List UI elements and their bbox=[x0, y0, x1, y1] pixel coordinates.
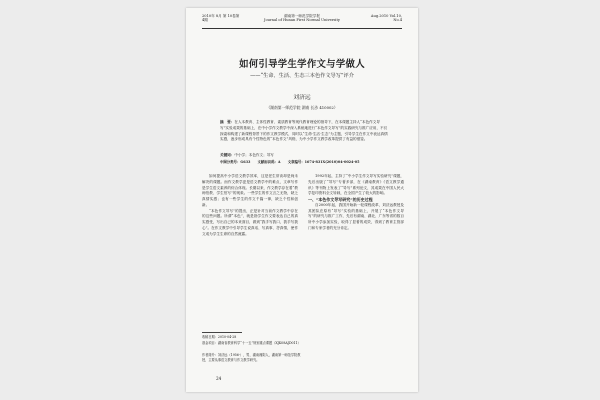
footnote-fund: 基金项目：湖南省教育科学“十一五”规划重点课题（XJK08AJD011） bbox=[202, 341, 301, 345]
article-title: 如何引导学生学作文与学做人 bbox=[239, 59, 365, 70]
keywords-label: 关键词： bbox=[220, 153, 235, 157]
page-number: 24 bbox=[216, 376, 222, 381]
header-rule bbox=[202, 28, 402, 29]
classification-line bbox=[220, 159, 388, 164]
footnote-rule bbox=[202, 332, 242, 333]
document-code: 文献标识码：A bbox=[257, 160, 281, 164]
abstract-text: 在人本教育、主体性教育、素质教育等现代教育理论的指导下，在本课题主持人“本色作文导写”实验成果的基础上，在中小学作文教学中深入系统地进行“本色作文导写”的实践研究与推广应用，不仅探索和构建了新课程背景下的作文教学模式，同时以“生命·生活·生态”为主题，引导学生在作文中表达真情实感，逐步形成具有个性特色的“本色作文”风格，为中小学作文教学改革提供了有益的借鉴。 bbox=[220, 120, 388, 142]
section-heading: 一、“本色作文导写研究”的历史过程 bbox=[308, 197, 373, 202]
body-paragraph: 1992年起，主持了“中小学生作文导写实验研究”课题，先后出版了“导写”专著多部，在《湖南教育》《语文教学通讯》等刊物上发表了“导写”系列论文，其成果在中国人民大学复印资料全文转载，在全国产生了较大的影响。 bbox=[308, 174, 404, 196]
header-issue-cn: 2010年 8月 第 10卷第 4期 bbox=[202, 14, 240, 23]
abstract-label: 摘 要： bbox=[220, 120, 235, 124]
article-author: 刘济远 bbox=[293, 95, 311, 101]
header-journal bbox=[262, 14, 342, 23]
body-paragraph: 如何提高中小学语文教学效率，这是老生常谈却是尚未解决的课题。而作文教学更是语文教学中的难点，文章写作是学生语文素养的综合体现。长期以来，作文教学存在着“教师怕教、学生怕写”的现象。一些学生的作文言之无物，缺乏真情实感；也有一些学生的作文千篇一律，缺乏个性和创新。 bbox=[202, 174, 298, 207]
body-column-right bbox=[308, 174, 404, 374]
footnote-bio: 作者简介：刘济远（1956-），男，湖南湘阴人，湖南第一师范学院教授，主要从事语文教育与作文教学研究。 bbox=[202, 353, 301, 362]
clc-number: 中图分类号：G633 bbox=[220, 160, 251, 164]
header-journal-cn: 湖南第一师范学院学报 bbox=[284, 14, 320, 18]
body-paragraph: 自2000年起，我国开始新一轮课程改革，刘济远教授及其团队在原有“导写”实验的基础上，开展了“本色作文导写”的研究与推广工作，先后有湖南、湖北、广东等省的数百所中小学参加实验，取得了显著的成效，得到了教育主管部门和专家学者的充分肯定。 bbox=[308, 202, 404, 230]
abstract bbox=[220, 120, 388, 143]
header-journal-en: Journal of Hunan First Normal University bbox=[264, 18, 340, 23]
author-affiliation: （湖南第一师范学院 湖南 长沙 410002） bbox=[266, 105, 338, 110]
keywords bbox=[220, 153, 388, 158]
keywords-text: 中小学；本色作文；导写 bbox=[234, 153, 274, 157]
article-subtitle: ——“生命、生活、生态三本色作文导写”评介 bbox=[250, 73, 354, 79]
article-number: 文章编号：1674-831X(2010)04-0024-05 bbox=[287, 160, 360, 164]
header-issue-en: Aug.2010 Vol.10, No.4 bbox=[370, 14, 402, 23]
footnote-received: 收稿日期：2010-04-28 bbox=[202, 335, 237, 339]
body-paragraph: “本色作文导写”的提出，正是针对当前作文教学中存在的这些问题。所谓“本色”，就是指学生作文要表达自己的真实感受，写出自己的本来面目，做到“我手写我口，我手写我心”。在作文教学中引导学生说真话、写真事、抒真情，使作文成为学生生命的自然流露。 bbox=[202, 208, 298, 236]
body-column-left bbox=[202, 174, 298, 330]
journal-page bbox=[186, 8, 418, 392]
